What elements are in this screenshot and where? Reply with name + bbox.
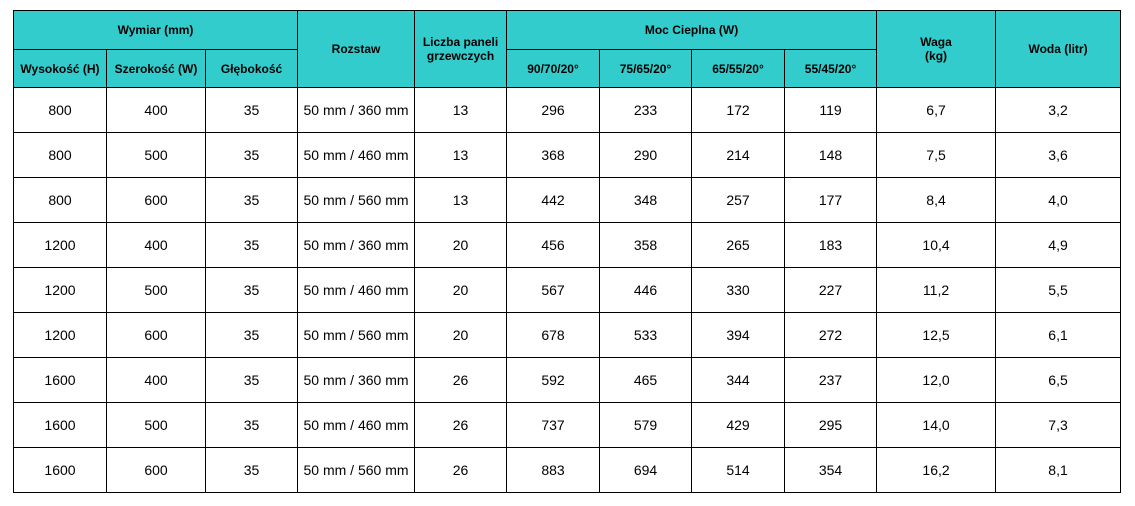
table-row xyxy=(14,88,1121,133)
cell-szerokosc: 400 xyxy=(107,88,206,133)
cell-wysokosc: 800 xyxy=(14,88,107,133)
cell-szerokosc: 600 xyxy=(107,313,206,358)
cell-moc-55: 177 xyxy=(785,178,877,223)
cell-rozstaw: 50 mm / 560 mm xyxy=(298,313,415,358)
cell-wysokosc: 1600 xyxy=(14,358,107,403)
cell-waga: 11,2 xyxy=(877,268,996,313)
cell-rozstaw: 50 mm / 460 mm xyxy=(298,268,415,313)
cell-liczba-paneli: 20 xyxy=(415,223,507,268)
cell-wysokosc: 1200 xyxy=(14,268,107,313)
cell-wysokosc: 800 xyxy=(14,133,107,178)
header-liczba-paneli-line1: Liczba paneli xyxy=(422,35,499,49)
cell-liczba-paneli: 20 xyxy=(415,313,507,358)
cell-szerokosc: 600 xyxy=(107,448,206,493)
table-body xyxy=(14,88,1121,493)
cell-moc-75: 579 xyxy=(600,403,692,448)
cell-rozstaw: 50 mm / 460 mm xyxy=(298,133,415,178)
cell-moc-65: 429 xyxy=(692,403,785,448)
cell-waga: 14,0 xyxy=(877,403,996,448)
cell-moc-65: 330 xyxy=(692,268,785,313)
cell-moc-65: 214 xyxy=(692,133,785,178)
table-row xyxy=(14,313,1121,358)
cell-rozstaw: 50 mm / 460 mm xyxy=(298,403,415,448)
cell-rozstaw: 50 mm / 360 mm xyxy=(298,223,415,268)
cell-woda: 6,1 xyxy=(996,313,1121,358)
cell-szerokosc: 600 xyxy=(107,178,206,223)
cell-rozstaw: 50 mm / 560 mm xyxy=(298,448,415,493)
cell-waga: 10,4 xyxy=(877,223,996,268)
cell-moc-90: 442 xyxy=(507,178,600,223)
cell-moc-65: 265 xyxy=(692,223,785,268)
cell-woda: 4,9 xyxy=(996,223,1121,268)
cell-szerokosc: 400 xyxy=(107,223,206,268)
cell-wysokosc: 1600 xyxy=(14,448,107,493)
cell-moc-90: 368 xyxy=(507,133,600,178)
cell-szerokosc: 500 xyxy=(107,268,206,313)
cell-szerokosc: 400 xyxy=(107,358,206,403)
header-woda: Woda (litr) xyxy=(996,11,1121,88)
cell-liczba-paneli: 13 xyxy=(415,178,507,223)
cell-moc-75: 358 xyxy=(600,223,692,268)
cell-waga: 7,5 xyxy=(877,133,996,178)
cell-liczba-paneli: 20 xyxy=(415,268,507,313)
header-wysokosc: Wysokość (H) xyxy=(14,50,107,88)
cell-moc-55: 237 xyxy=(785,358,877,403)
cell-glebokosc: 35 xyxy=(206,268,298,313)
cell-liczba-paneli: 13 xyxy=(415,133,507,178)
header-szerokosc: Szerokość (W) xyxy=(107,50,206,88)
cell-glebokosc: 35 xyxy=(206,358,298,403)
table-row xyxy=(14,223,1121,268)
header-temp-75-65-20: 75/65/20° xyxy=(600,50,692,88)
cell-moc-75: 446 xyxy=(600,268,692,313)
cell-moc-75: 465 xyxy=(600,358,692,403)
cell-moc-90: 678 xyxy=(507,313,600,358)
table-row xyxy=(14,448,1121,493)
cell-glebokosc: 35 xyxy=(206,403,298,448)
header-liczba-paneli-line2: grzewczych xyxy=(426,49,495,63)
cell-woda: 6,5 xyxy=(996,358,1121,403)
cell-moc-65: 344 xyxy=(692,358,785,403)
table-row xyxy=(14,358,1121,403)
header-row-top xyxy=(14,11,1121,50)
cell-waga: 16,2 xyxy=(877,448,996,493)
cell-moc-90: 567 xyxy=(507,268,600,313)
cell-moc-90: 456 xyxy=(507,223,600,268)
cell-moc-90: 592 xyxy=(507,358,600,403)
cell-waga: 8,4 xyxy=(877,178,996,223)
table-row xyxy=(14,133,1121,178)
cell-woda: 7,3 xyxy=(996,403,1121,448)
header-wymiar: Wymiar (mm) xyxy=(14,11,298,50)
cell-woda: 3,6 xyxy=(996,133,1121,178)
cell-moc-65: 257 xyxy=(692,178,785,223)
cell-rozstaw: 50 mm / 360 mm xyxy=(298,358,415,403)
header-waga-line1: Waga xyxy=(920,35,952,49)
cell-moc-55: 272 xyxy=(785,313,877,358)
cell-moc-75: 533 xyxy=(600,313,692,358)
table-row xyxy=(14,178,1121,223)
cell-moc-75: 348 xyxy=(600,178,692,223)
cell-moc-55: 227 xyxy=(785,268,877,313)
cell-moc-55: 148 xyxy=(785,133,877,178)
cell-rozstaw: 50 mm / 360 mm xyxy=(298,88,415,133)
cell-moc-65: 514 xyxy=(692,448,785,493)
header-temp-65-55-20: 65/55/20° xyxy=(692,50,785,88)
cell-glebokosc: 35 xyxy=(206,223,298,268)
table-header xyxy=(14,11,1121,88)
cell-moc-75: 233 xyxy=(600,88,692,133)
cell-moc-90: 296 xyxy=(507,88,600,133)
cell-woda: 8,1 xyxy=(996,448,1121,493)
cell-moc-55: 295 xyxy=(785,403,877,448)
cell-glebokosc: 35 xyxy=(206,133,298,178)
cell-moc-75: 290 xyxy=(600,133,692,178)
header-moc-cieplna: Moc Cieplna (W) xyxy=(507,11,877,50)
header-liczba-paneli xyxy=(415,11,507,88)
cell-liczba-paneli: 13 xyxy=(415,88,507,133)
cell-glebokosc: 35 xyxy=(206,88,298,133)
cell-moc-65: 394 xyxy=(692,313,785,358)
cell-moc-55: 119 xyxy=(785,88,877,133)
cell-liczba-paneli: 26 xyxy=(415,358,507,403)
radiator-spec-table xyxy=(13,10,1121,493)
cell-rozstaw: 50 mm / 560 mm xyxy=(298,178,415,223)
header-temp-55-45-20: 55/45/20° xyxy=(785,50,877,88)
table-row xyxy=(14,403,1121,448)
cell-liczba-paneli: 26 xyxy=(415,448,507,493)
cell-wysokosc: 1200 xyxy=(14,223,107,268)
cell-moc-75: 694 xyxy=(600,448,692,493)
cell-woda: 3,2 xyxy=(996,88,1121,133)
cell-waga: 6,7 xyxy=(877,88,996,133)
table-row xyxy=(14,268,1121,313)
cell-liczba-paneli: 26 xyxy=(415,403,507,448)
cell-wysokosc: 800 xyxy=(14,178,107,223)
cell-glebokosc: 35 xyxy=(206,448,298,493)
cell-glebokosc: 35 xyxy=(206,313,298,358)
cell-moc-90: 737 xyxy=(507,403,600,448)
cell-waga: 12,5 xyxy=(877,313,996,358)
header-waga-line2: (kg) xyxy=(925,49,948,63)
header-temp-90-70-20: 90/70/20° xyxy=(507,50,600,88)
cell-moc-55: 183 xyxy=(785,223,877,268)
header-glebokosc: Głębokość xyxy=(206,50,298,88)
cell-moc-65: 172 xyxy=(692,88,785,133)
cell-szerokosc: 500 xyxy=(107,403,206,448)
cell-wysokosc: 1200 xyxy=(14,313,107,358)
cell-moc-55: 354 xyxy=(785,448,877,493)
cell-glebokosc: 35 xyxy=(206,178,298,223)
header-waga xyxy=(877,11,996,88)
cell-szerokosc: 500 xyxy=(107,133,206,178)
cell-wysokosc: 1600 xyxy=(14,403,107,448)
cell-waga: 12,0 xyxy=(877,358,996,403)
cell-woda: 4,0 xyxy=(996,178,1121,223)
header-rozstaw: Rozstaw xyxy=(298,11,415,88)
cell-moc-90: 883 xyxy=(507,448,600,493)
cell-woda: 5,5 xyxy=(996,268,1121,313)
